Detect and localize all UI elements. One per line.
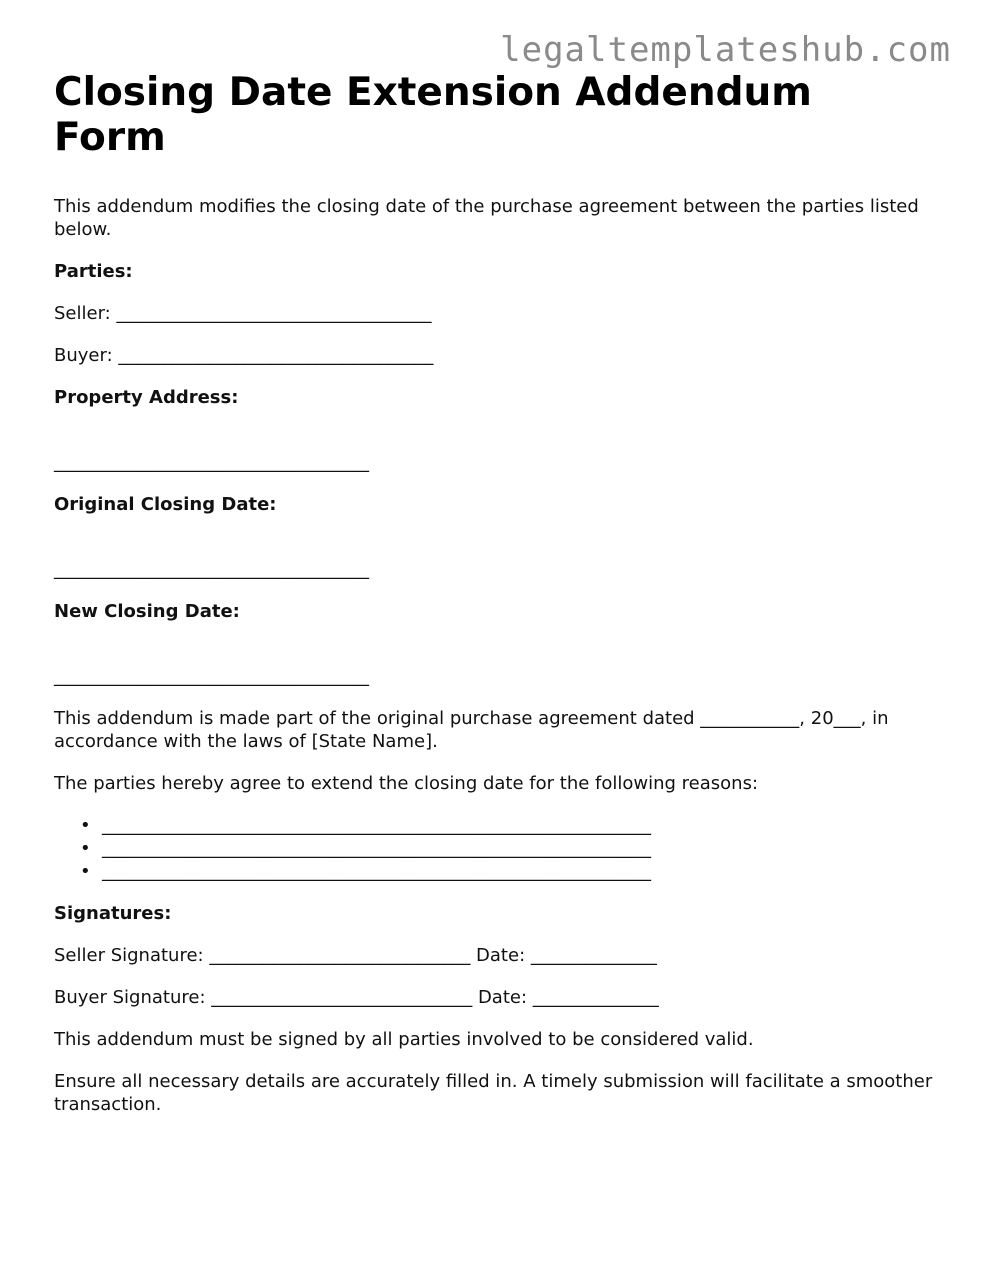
original-closing-date-heading: Original Closing Date: (54, 494, 277, 515)
parties-heading: Parties: (54, 261, 133, 282)
validity-note: This addendum must be signed by all parties involved to be considered valid. (54, 1029, 754, 1050)
reason-blank[interactable]: _____________________________________________________________ (102, 815, 651, 836)
reason-blank[interactable]: _____________________________________________________________ (102, 838, 651, 859)
intro-text: This addendum modifies the closing date of the purchase agreement between the parties listed below. (54, 196, 919, 240)
buyer-signature-field[interactable]: Buyer Signature: _____________________________ Date: ______________ (54, 987, 659, 1008)
bullet-icon: • (80, 815, 91, 836)
property-address-field[interactable]: ___________________________________ (54, 452, 369, 473)
new-closing-date-field[interactable]: ___________________________________ (54, 666, 369, 687)
bullet-icon: • (80, 838, 91, 859)
reasons-list (54, 814, 934, 883)
reason-item[interactable] (54, 837, 934, 860)
seller-signature-field[interactable]: Seller Signature: _____________________________ Date: ______________ (54, 945, 657, 966)
agreement-text: This addendum is made part of the original purchase agreement dated ___________, 20___, in accordance with the laws of [State Name]. (54, 708, 889, 752)
closing-note: Ensure all necessary details are accurately filled in. A timely submission will facilitate a smoother transaction. (54, 1071, 933, 1115)
watermark: legaltemplateshub.com (500, 30, 951, 70)
seller-field[interactable]: Seller: ___________________________________ (54, 303, 432, 324)
reasons-intro: The parties hereby agree to extend the closing date for the following reasons: (54, 773, 759, 794)
reason-blank[interactable]: _____________________________________________________________ (102, 861, 651, 882)
document-body (54, 70, 934, 1116)
original-closing-date-field[interactable]: ___________________________________ (54, 559, 369, 580)
page-title: Closing Date Extension Addendum Form (54, 70, 812, 160)
reason-item[interactable] (54, 860, 934, 883)
signatures-heading: Signatures: (54, 903, 172, 924)
buyer-field[interactable]: Buyer: ___________________________________ (54, 345, 434, 366)
bullet-icon: • (80, 861, 91, 882)
property-address-heading: Property Address: (54, 387, 239, 408)
new-closing-date-heading: New Closing Date: (54, 601, 240, 622)
reason-item[interactable] (54, 814, 934, 837)
